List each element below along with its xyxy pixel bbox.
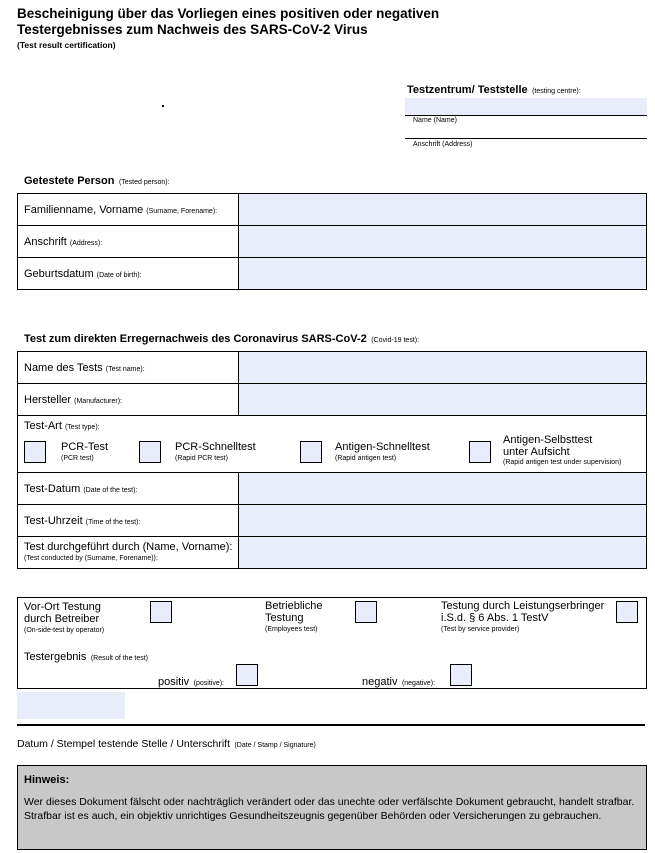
test-date-label: Test-Datum (Date of the test): [18, 473, 239, 505]
birthdate-label: Geburtsdatum (Date of birth): [18, 258, 239, 290]
provider-test-label: Testung durch Leistungserbringer i.S.d. § 6 Abs. 1 TestV [441, 600, 605, 624]
notice-title: Hinweis: [24, 774, 70, 786]
company-test-checkbox[interactable] [355, 601, 377, 623]
rapid-pcr-sub: (Rapid PCR test) [175, 455, 228, 462]
test-time-label: Test-Uhrzeit (Time of the test): [18, 505, 239, 537]
tested-person-table [17, 193, 647, 290]
antigen-self-test-label: Antigen-Selbsttest unter Aufsicht [503, 434, 593, 458]
testing-centre-address-label: Anschrift (Address) [413, 141, 473, 148]
result-label: Testergebnis (Result of the test) [24, 651, 149, 663]
rapid-antigen-sub: (Rapid antigen test) [335, 455, 397, 462]
test-name-label: Name des Tests (Test name): [18, 352, 239, 384]
test-type-cell [18, 416, 647, 473]
signature-label: Datum / Stempel testende Stelle / Unterschrift (Date / Stamp / Signature) [17, 738, 316, 750]
negative-checkbox[interactable] [450, 664, 472, 686]
testing-centre-name-label: Name (Name) [413, 117, 457, 124]
divider [405, 138, 647, 139]
tested-person-title: Getestete Person (Tested person): [24, 175, 170, 187]
conducted-by-label: Test durchgeführt durch (Name, Vorname): (Test conducted by (Surname, Forename)): [18, 537, 239, 569]
dot-mark [162, 105, 164, 107]
company-test-sub: (Employees test) [265, 626, 318, 633]
manufacturer-label: Hersteller (Manufacturer): [18, 384, 239, 416]
provider-test-checkbox[interactable] [616, 601, 638, 623]
positive-checkbox[interactable] [236, 664, 258, 686]
onsite-test-label: Vor-Ort Testung durch Betreiber [24, 601, 101, 625]
rapid-antigen-label: Antigen-Schnelltest [335, 441, 430, 453]
test-table [17, 351, 647, 569]
pcr-test-label: PCR-Test [61, 441, 109, 453]
test-name-field[interactable] [239, 352, 647, 384]
notice-text: Wer dieses Dokument fälscht oder nachträglich verändert oder das unechte oder verfälschte Dokument gebraucht, handelt strafbar. Strafbar ist es auch, ein objektiv unrichtiges Gesundheitszeugnis gegenüber Behörden oder Versicherungen zu gebrauchen. [24, 796, 635, 822]
company-test-label: Betriebliche Testung [265, 600, 323, 624]
title-line-2: Testergebnisses zum Nachweis des SARS-CoV-2 Virus [17, 22, 368, 37]
conducted-by-field[interactable] [239, 537, 647, 569]
pcr-test-checkbox[interactable] [24, 441, 46, 463]
rapid-pcr-label: PCR-Schnelltest [175, 441, 256, 453]
antigen-self-test-sub: (Rapid antigen test under supervision) [503, 459, 622, 466]
subtitle: (Test result certification) [17, 40, 116, 50]
test-time-field[interactable] [239, 505, 647, 537]
surname-field[interactable] [239, 194, 647, 226]
title-line-1: Bescheinigung über das Vorliegen eines positiven oder negativen [17, 6, 440, 21]
pcr-test-sub: (PCR test) [61, 455, 94, 462]
onsite-test-checkbox[interactable] [150, 601, 172, 623]
address-field[interactable] [239, 226, 647, 258]
negative-label: negativ (negative): [362, 676, 436, 688]
address-label: Anschrift (Address): [18, 226, 239, 258]
signature-line [17, 724, 645, 726]
rapid-antigen-checkbox[interactable] [300, 441, 322, 463]
surname-label: Familienname, Vorname (Surname, Forename): [18, 194, 239, 226]
notice-box [17, 765, 647, 850]
birthdate-field[interactable] [239, 258, 647, 290]
test-date-field[interactable] [239, 473, 647, 505]
onsite-test-sub: (On-side-test by operator) [24, 627, 105, 634]
page-title [17, 6, 439, 38]
testing-centre-title: Testzentrum/ Teststelle (testing centre): [407, 84, 581, 96]
provider-test-sub: (Test by service provider) [441, 626, 520, 633]
positive-label: positiv (positive): [158, 676, 224, 688]
signature-field[interactable] [17, 692, 125, 719]
rapid-pcr-checkbox[interactable] [139, 441, 161, 463]
test-type-label: Test-Art (Test type): [24, 420, 100, 432]
antigen-self-test-checkbox[interactable] [469, 441, 491, 463]
manufacturer-field[interactable] [239, 384, 647, 416]
divider [405, 115, 647, 116]
testing-centre-name-input[interactable] [405, 98, 647, 115]
test-section-title: Test zum direkten Erregernachweis des Coronavirus SARS-CoV-2 (Covid-19 test): [24, 333, 420, 345]
